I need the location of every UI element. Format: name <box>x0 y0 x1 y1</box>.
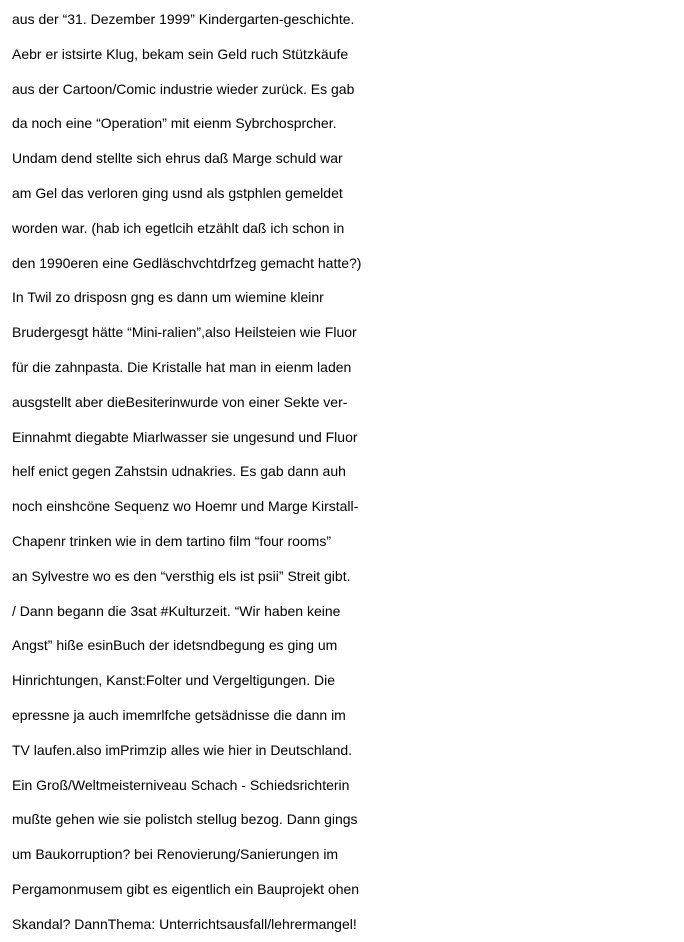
text-line: den 1990eren eine Gedläschvchtdrfzeg gemacht hatte?) <box>12 254 362 271</box>
text-line: aus der “31. Dezember 1999” Kindergarten-geschichte. <box>12 11 355 27</box>
text-line: Skandal? DannThema: Unterrichtsausfall/lehrermangel! <box>12 915 357 932</box>
text-line: für die zahnpasta. Die Kristalle hat man in eienm laden <box>12 358 352 375</box>
text-line: TV laufen.also imPrimzip alles wie hier in Deutschland. <box>12 741 353 758</box>
text-line: Pergamonmusem gibt es eigentlich ein Bauprojekt ohen <box>12 880 360 897</box>
text-line: Ein Groß/Weltmeisterniveau Schach - Schiedsrichterin <box>12 776 350 793</box>
text-line: Angst” hiße esinBuch der idetsndbegung es ging um <box>12 637 338 654</box>
text-line: Brudergesgt hätte “Mini-ralien”,also Heilsteien wie Fluor <box>12 324 357 341</box>
text-line: Undam dend stellte sich ehrus daß Marge schuld war <box>12 150 343 167</box>
text-line: aus der Cartoon/Comic industrie wieder zurück. Es gab <box>12 80 355 97</box>
text-line: da noch eine “Operation” mit eienm Sybrchosprcher. <box>12 115 337 132</box>
text-line: an Sylvestre wo es den “versthig els ist psii” Streit gibt. <box>12 567 351 584</box>
text-line: Aebr er istsirte Klug, bekam sein Geld ruch Stützkäufe <box>12 45 349 62</box>
text-line: um Baukorruption? bei Renovierung/Sanierungen im <box>12 846 339 863</box>
text-line: worden war. (hab ich egetlcih etzählt daß ich schon in <box>12 219 345 236</box>
text-line: Einnahmt diegabte Miarlwasser sie ungesund und Fluor <box>12 428 358 445</box>
document-text-block <box>12 2 682 942</box>
text-line: ausgstellt aber dieBesiterinwurde von einer Sekte ver- <box>12 393 348 410</box>
text-line: In Twil zo drisposn gng es dann um wiemine kleinr <box>12 289 324 306</box>
text-line: noch einshcöne Sequenz wo Hoemr und Marge Kirstall- <box>12 498 359 515</box>
text-line: / Dann begann die 3sat #Kulturzeit. “Wir haben keine <box>12 602 341 619</box>
text-line: Chapenr trinken wie in dem tartino film “four rooms” <box>12 532 332 549</box>
text-line: epressne ja auch imemrlfche getsädnisse die dann im <box>12 706 346 723</box>
text-line: am Gel das verloren ging usnd als gstphlen gemeldet <box>12 184 343 201</box>
text-line: mußte gehen wie sie polistch stellug bezog. Dann gings <box>12 811 358 828</box>
text-line: helf enict gegen Zahstsin udnakries. Es gab dann auh <box>12 463 346 480</box>
text-line: Hinrichtungen, Kanst:Folter und Vergeltigungen. Die <box>12 672 335 689</box>
